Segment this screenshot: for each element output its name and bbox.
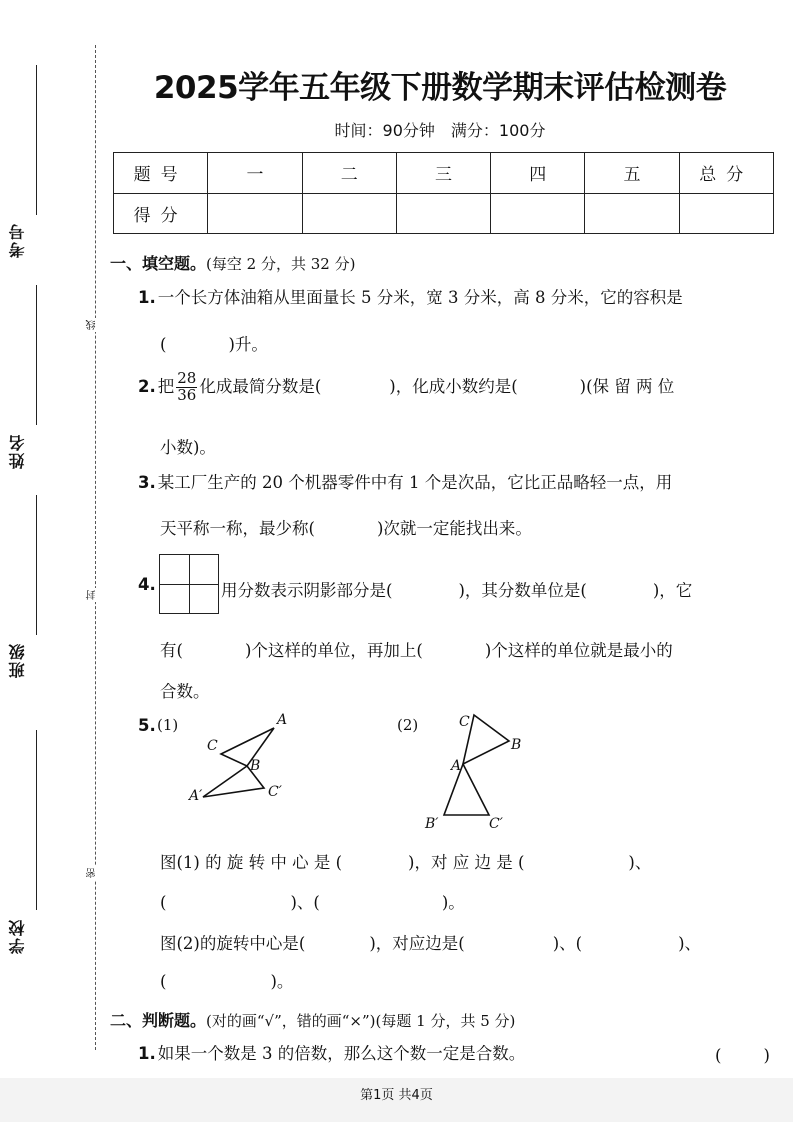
section-1-title: 一、填空题。 [110, 254, 207, 273]
page-title: 2025学年五年级下册数学期末评估检测卷 [153, 70, 727, 106]
question-text: 一个长方体油箱从里面量长 5 分米，宽 3 分米，高 8 分米，它的容积是 [157, 288, 683, 307]
score-table-cell: 得分 [114, 193, 208, 234]
section-2-heading [110, 1008, 515, 1031]
question-text: )，对 应 边 是 ( [408, 853, 525, 872]
point-label: A [277, 712, 288, 728]
question-text: 天平称一称，最少称( [160, 519, 315, 538]
question-5-line-4 [160, 968, 293, 992]
point-label: C′ [268, 784, 282, 800]
fraction-denominator: 36 [177, 385, 197, 404]
point-label: B′ [425, 816, 439, 832]
section-1-note: (每空 2 分，共 32 分) [206, 255, 356, 273]
section-2-title: 二、判断题。 [110, 1011, 207, 1030]
question-text: )。 [441, 893, 465, 912]
figure-1-tag: (1) [157, 716, 179, 734]
question-text: )，它 [652, 581, 693, 600]
point-label: C [207, 738, 218, 754]
question-5-line-2 [160, 889, 465, 913]
score-table-cell: 四 [491, 153, 585, 194]
question-text: )、 [628, 853, 652, 872]
question-2-line-2: 小数)。 [160, 438, 216, 457]
question-text: ( [160, 893, 167, 912]
question-text: ( [160, 972, 167, 991]
point-label: A′ [189, 788, 203, 804]
judge-question-1 [138, 1046, 525, 1063]
question-text: )，化成小数约是( [389, 376, 518, 396]
point-label: C [459, 714, 470, 730]
judge-answer-box[interactable] [715, 1046, 770, 1065]
question-text: )个这样的单位就是最小的 [484, 641, 673, 660]
question-text: )，对应边是( [369, 934, 465, 953]
question-number: 2. [138, 376, 156, 396]
exam-info: 时间：90分钟 满分：100分 [334, 121, 546, 140]
question-number: 1. [138, 288, 156, 307]
score-table-cell: 题号 [114, 153, 208, 194]
page-indicator: 第1页 共4页 [360, 1088, 433, 1103]
question-text: )、( [552, 934, 583, 953]
seal-char-line: 线 [87, 320, 98, 330]
question-text: )(保 留 两 位 [579, 376, 675, 396]
question-text: )，其分数单位是( [458, 581, 587, 600]
question-text: )个这样的单位，再加上( [244, 641, 423, 660]
question-5-number: 5. [138, 716, 156, 735]
question-text: )次就一定能找出来。 [376, 519, 532, 538]
question-text: )。 [270, 972, 294, 991]
seal-char-secret: 密 [87, 868, 98, 878]
question-text: 有( [160, 641, 183, 660]
section-2-note: (对的画“√”，错的画“×”)(每题 1 分，共 5 分) [206, 1012, 516, 1030]
question-text: 图(1) 的 旋 转 中 心 是 ( [160, 853, 343, 872]
figure-1-triangle-abc [221, 728, 274, 766]
exam-no-label: 考号 [8, 222, 27, 258]
point-label: B [250, 758, 261, 774]
question-text: 图(2)的旋转中心是( [160, 934, 306, 953]
question-4-line-3: 合数。 [160, 682, 210, 701]
answer-paren: ( [160, 335, 167, 354]
score-table-cell: 五 [585, 153, 679, 194]
school-label: 学校 [8, 918, 27, 954]
question-text: 用分数表示阴影部分是( [221, 581, 393, 600]
question-text: )、( [290, 893, 320, 912]
question-text: )、 [678, 934, 701, 953]
figure-2-tag: (2) [397, 716, 419, 734]
answer-paren: ( [715, 1046, 722, 1065]
point-label: B [511, 737, 522, 753]
question-text: )升。 [228, 335, 268, 354]
question-text: 把 [157, 376, 175, 396]
question-text: 如果一个数是 3 的倍数，那么这个数一定是合数。 [157, 1044, 526, 1063]
point-label: A [451, 758, 462, 774]
score-table-cell: 二 [302, 153, 396, 194]
question-4-number: 4. [138, 575, 156, 594]
class-label: 班级 [8, 642, 27, 678]
score-table-cell: 一 [208, 153, 302, 194]
question-text: 化成最简分数是( [199, 376, 322, 396]
name-label: 姓名 [8, 433, 27, 469]
score-table-cell: 总分 [679, 153, 773, 194]
question-5-line-3 [160, 930, 701, 954]
question-number: 3. [138, 473, 156, 492]
fraction-numerator: 28 [177, 369, 197, 387]
question-number: 1. [138, 1044, 156, 1063]
question-5-line-1 [160, 849, 651, 873]
answer-paren: ) [763, 1046, 770, 1065]
seal-char-seal: 封 [87, 590, 98, 600]
question-text: 某工厂生产的 20 个机器零件中有 1 个是次品，它比正品略轻一点，用 [157, 473, 673, 492]
point-label: C′ [489, 816, 503, 832]
score-table-cell: 三 [396, 153, 490, 194]
